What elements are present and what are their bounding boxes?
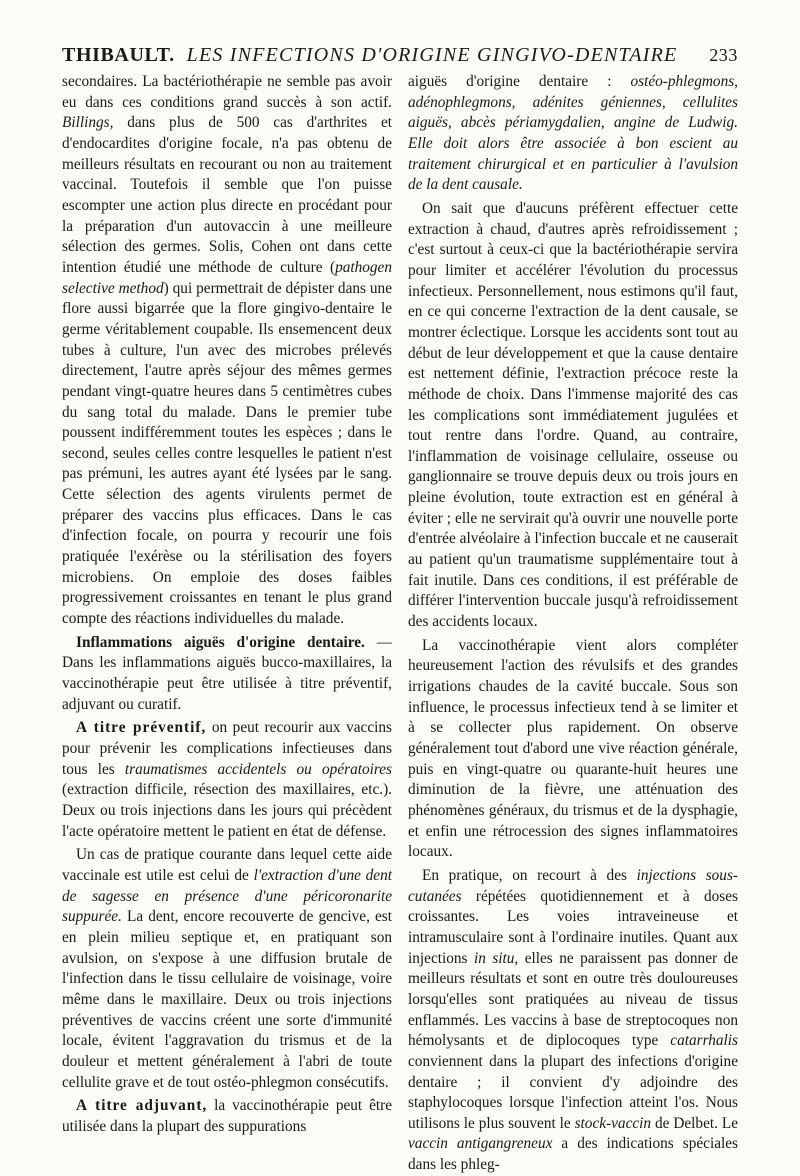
header-title: LES INFECTIONS D'ORIGINE GINGIVO-DENTAIRE bbox=[186, 44, 678, 66]
left-column bbox=[62, 72, 392, 1137]
paragraph: En pratique, on recourt à des injections sous-cutanées répétées quotidiennement et à doses croissantes. Les voies intraveineuse et intramusculaire sont à l'ordinaire inutiles. Quant aux injections in situ, elles ne paraissent pas donner de meilleurs résultats et sont en outre très douloureuses lorsqu'elles sont pratiquées au niveau de tissus enflammés. Les vaccins à base de streptocoques non hémolysants et de diplocoques type catarrhalis conviennent dans la plupart des infections d'origine dentaire ; il convient d'y adjoindre des staphylocoques lorsque l'infection atteint l'os. Nous utilisons le plus souvent le stock-vaccin de Delbet. Le vaccin antigangreneux a des indications spéciales dans les phleg- bbox=[408, 866, 738, 1174]
paragraph: aiguës d'origine dentaire : ostéo-phlegmons, adénophlegmons, adénites géniennes, cellulites aiguës, abcès périamygdalien, angine de Ludwig. Elle doit alors être associée à bon escient au traitement chirurgical et en particulier à l'avulsion de la dent causale. bbox=[408, 73, 738, 194]
section-paragraph: Inflammations aiguës d'origine dentaire. — Dans les inflammations aiguës bucco-maxillaires, la vaccinothérapie peut être utilisée à titre préventif, adjuvant ou curatif. bbox=[62, 633, 392, 713]
page-number: 233 bbox=[709, 45, 738, 65]
paragraph: A titre adjuvant, la vaccinothérapie peut être utilisée dans la plupart des suppurations bbox=[62, 1097, 393, 1135]
paragraph: La vaccinothérapie vient alors compléter heureusement l'action des révulsifs et des grandes irrigations chaudes de la cavité buccale. Sous son influence, le processus infectieux tend à se limiter et à se collecter plus rapidement. On observe généralement tout d'abord une vive réaction générale, puis en vingt-quatre ou quarante-huit heures une diminution de la fièvre, une atténuation des phénomènes généraux, du trismus et de la dysphagie, et enfin une rétrocession des signes inflammatoires locaux. bbox=[408, 636, 738, 861]
running-header bbox=[62, 44, 738, 67]
paragraph: On sait que d'aucuns préfèrent effectuer cette extraction à chaud, d'autres après refroidissement ; c'est surtout à ceux-ci que la bactériothérapie servira pour limiter et accélérer l'évolution du processus infectieux. Personnellement, nous estimons qu'il faut, en ce qui concerne l'extraction de la dent causale, se montrer éclectique. Lorsque les accidents sont tout au début de leur développement et que la cause dentaire est nettement définie, l'extraction précoce reste la méthode de choix. Dans l'immense majorité des cas les complications sont immédiatement jugulées et tout rentre dans l'ordre. Quand, au contraire, l'inflammation de voisinage cellulaire, osseuse ou ganglionnaire se trouve depuis deux ou trois jours en pleine évolution, toute extraction est en général à éviter ; elle ne servirait qu'à ouvrir une nouvelle porte d'entrée alvéolaire à l'infection buccale et ne causerait au patient qu'un traumatisme supplémentaire tout à fait inutile. Dans ces conditions, il est préférable de différer l'intervention buccale jusqu'à refroidissement des accidents locaux. bbox=[408, 199, 738, 631]
paragraph: secondaires. La bactériothérapie ne semble pas avoir eu dans ces conditions grand succès à son actif. Billings, dans plus de 500 cas d'arthrites et d'endocardites d'origine focale, n'a pas obtenu de meilleurs résultats en recourant ou non au traitement vaccinal. Toutefois il semble que l'on puisse escompter une action plus directe en procédant pour la préparation d'un autovaccin à une meilleure sélection des germes. Solis, Cohen ont dans cette intention étudié une méthode de culture (pathogen selective method) qui permettrait de dépister dans une flore aussi bigarrée que la flore gingivo-dentaire le germe véritablement coupable. Ils ensemencent deux tubes à culture, l'un avec des microbes prélevés directement, l'autre après séjour des mêmes germes pendant vingt-quatre heures dans 5 centimètres cubes du sang total du malade. Dans le premier tube poussent indifféremment toutes les espèces ; dans le second, seules celles contre lesquelles le patient n'est pas prémuni, les autres ayant été lysées par le sang. Cette sélection des agents virulents permet de préparer des vaccins plus efficaces. Dans le cas d'infection focale, on pourra y recourir une fois pratiquée l'exérèse ou la stérilisation des foyers microbiens. On emploie des doses faibles progressivement croissantes en tenant le plus grand compte des réactions individuelles du malade. bbox=[62, 73, 392, 628]
header-author: THIBAULT. bbox=[62, 44, 175, 66]
subsection-lead: A titre adjuvant, bbox=[76, 1097, 208, 1115]
subsection-lead: A titre préventif, bbox=[76, 719, 207, 737]
right-column bbox=[408, 72, 738, 1176]
paragraph: A titre préventif, on peut recourir aux vaccins pour prévenir les complications infectieuses dans tous les traumatismes accidentels ou opératoires (extraction difficile, résection des maxillaires, etc.). Deux ou trois injections dans les jours qui précèdent l'acte opératoire mettent le patient en état de défense. bbox=[62, 719, 392, 840]
section-heading: Inflammations aiguës d'origine dentaire. bbox=[76, 633, 365, 651]
paragraph: Un cas de pratique courante dans lequel cette aide vaccinale est utile est celui de l'extraction d'une dent de sagesse en présence d'une péricoronarite suppurée. La dent, encore recouverte de gencive, est en plein milieu septique et, en pratiquant son avulsion, on s'expose à une diffusion brutale de l'infection dans le tissu cellulaire de voisinage, voire même dans le maxillaire. Deux ou trois injections préventives de vaccins créent une sorte d'immunité locale, évitent l'aggravation du trismus et de la douleur et mettent généralement à l'abri de toute cellulite grave et de tout ostéo-phlegmon consécutifs. bbox=[62, 846, 392, 1091]
